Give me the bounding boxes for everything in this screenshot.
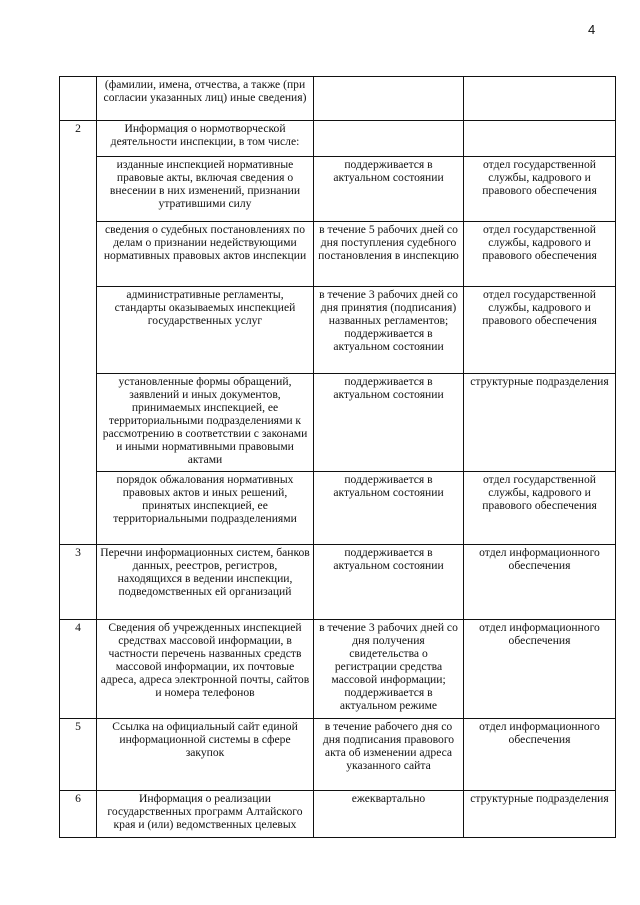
table-row — [60, 374, 616, 472]
information-cell: Информация о нормотворческой деятельности инспекции, в том числе: — [97, 121, 314, 157]
responsible-cell: отдел государственной службы, кадрового и правового обеспечения — [464, 472, 616, 545]
responsible-cell: отдел государственной службы, кадрового и правового обеспечения — [464, 222, 616, 287]
table-row — [60, 719, 616, 791]
table-row — [60, 545, 616, 620]
information-cell: административные регламенты, стандарты оказываемых инспекцией государственных услуг — [97, 287, 314, 374]
table-row — [60, 287, 616, 374]
period-cell: в течение 3 рабочих дней со дня принятия (подписания) названных регламентов; поддерживается в актуальном состоянии — [314, 287, 464, 374]
table-row — [60, 222, 616, 287]
information-cell: сведения о судебных постановлениях по делам о признании недействующими нормативных правовых актов инспекции — [97, 222, 314, 287]
table-row — [60, 472, 616, 545]
information-cell: Перечни информационных систем, банков данных, реестров, регистров, находящихся в ведении инспекции, подведомственных ей организаций — [97, 545, 314, 620]
row-number-cell: 5 — [60, 719, 97, 791]
information-cell: (фамилии, имена, отчества, а также (при согласии указанных лиц) иные сведения) — [97, 77, 314, 121]
table-row — [60, 121, 616, 157]
responsible-cell: отдел информационного обеспечения — [464, 620, 616, 719]
period-cell: ежеквартально — [314, 791, 464, 838]
information-cell: Сведения об учрежденных инспекцией средствах массовой информации, в частности перечень названных средств массовой информации, их почтовые адреса, адреса электронной почты, сайтов и номера телефонов — [97, 620, 314, 719]
period-cell: поддерживается в актуальном состоянии — [314, 157, 464, 222]
period-cell: поддерживается в актуальном состоянии — [314, 374, 464, 472]
responsible-cell: отдел информационного обеспечения — [464, 719, 616, 791]
period-cell: поддерживается в актуальном состоянии — [314, 545, 464, 620]
responsible-cell: отдел государственной службы, кадрового и правового обеспечения — [464, 157, 616, 222]
responsible-cell: отдел государственной службы, кадрового и правового обеспечения — [464, 287, 616, 374]
period-cell: поддерживается в актуальном состоянии — [314, 472, 464, 545]
row-number-cell — [60, 77, 97, 121]
period-cell — [314, 77, 464, 121]
page-number: 4 — [588, 22, 596, 37]
period-cell: в течение 3 рабочих дней со дня получения свидетельства о регистрации средства массовой информации; поддерживается в актуальном режиме — [314, 620, 464, 719]
responsible-cell: структурные подразделения — [464, 791, 616, 838]
responsible-cell: структурные подразделения — [464, 374, 616, 472]
row-number-cell: 3 — [60, 545, 97, 620]
information-cell: порядок обжалования нормативных правовых актов и иных решений, принятых инспекцией, ее территориальными подразделениями — [97, 472, 314, 545]
information-cell: изданные инспекцией нормативные правовые акты, включая сведения о внесении в них изменений, признании утратившими силу — [97, 157, 314, 222]
responsible-cell: отдел информационного обеспечения — [464, 545, 616, 620]
row-number-cell: 4 — [60, 620, 97, 719]
period-cell: в течение рабочего дня со дня подписания правового акта об изменении адреса указанного сайта — [314, 719, 464, 791]
document-table — [59, 76, 616, 838]
table-row — [60, 620, 616, 719]
table-row — [60, 791, 616, 838]
information-cell: Информация о реализации государственных программ Алтайского края и (или) ведомственных целевых — [97, 791, 314, 838]
information-cell: Ссылка на официальный сайт единой информационной системы в сфере закупок — [97, 719, 314, 791]
row-number-cell: 6 — [60, 791, 97, 838]
responsible-cell — [464, 77, 616, 121]
table-row — [60, 77, 616, 121]
period-cell: в течение 5 рабочих дней со дня поступления судебного постановления в инспекцию — [314, 222, 464, 287]
row-number-cell: 2 — [60, 121, 97, 545]
table-row — [60, 157, 616, 222]
information-cell: установленные формы обращений, заявлений и иных документов, принимаемых инспекцией, ее территориальными подразделениями к рассмотрению в соответствии с законами и иными нормативными правовыми актами — [97, 374, 314, 472]
period-cell — [314, 121, 464, 157]
responsible-cell — [464, 121, 616, 157]
